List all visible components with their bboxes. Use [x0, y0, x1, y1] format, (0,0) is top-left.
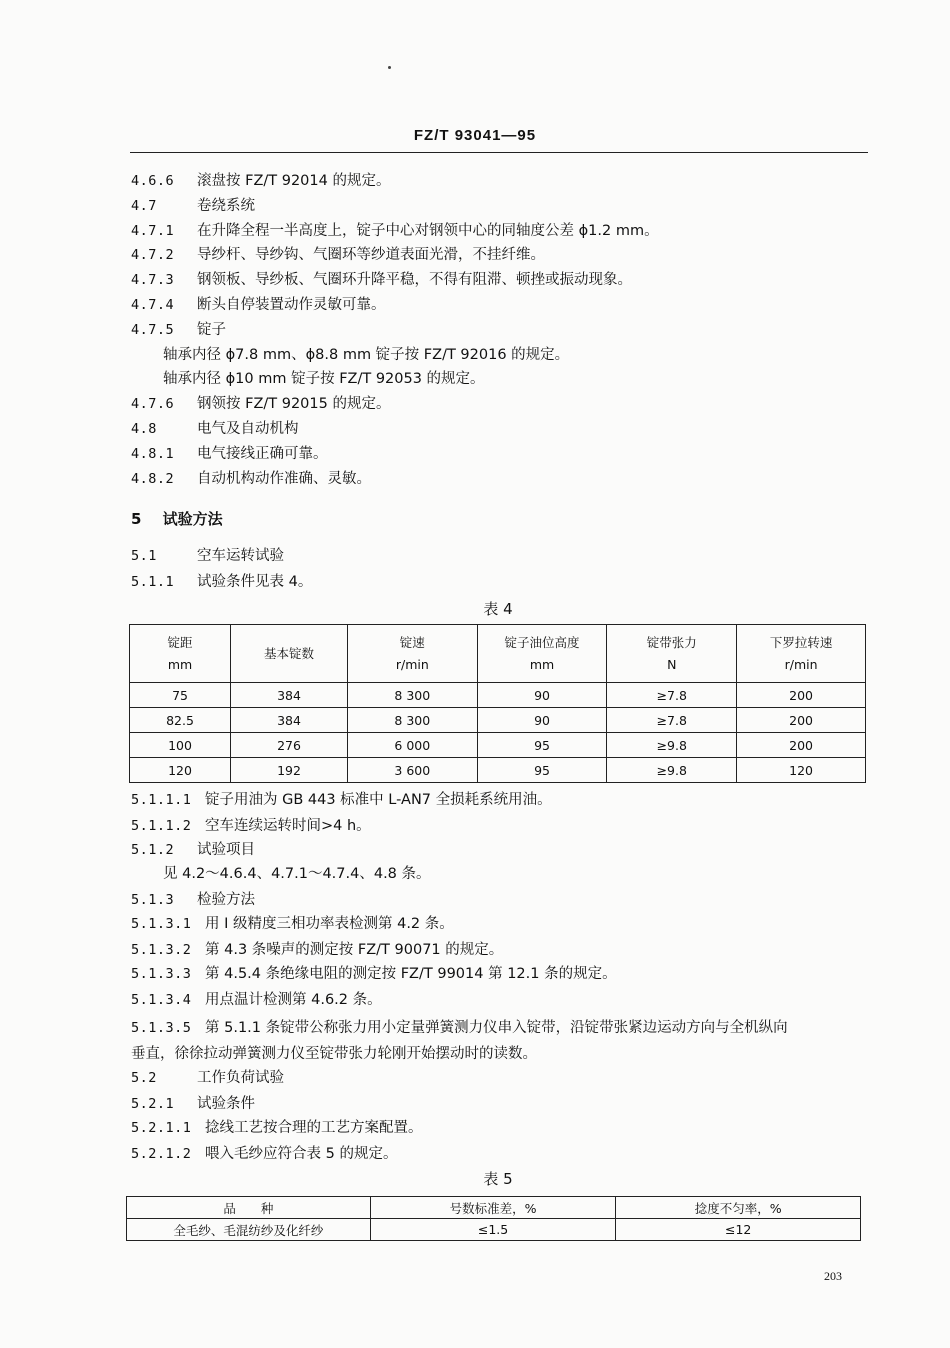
- header-label: 锭速: [399, 634, 425, 650]
- clause-line: [131, 1044, 537, 1064]
- clause-text: 钢领板、导纱板、气圈环升降平稳，不得有阻滞、顿挫或振动现象。: [197, 272, 632, 289]
- header-rule: [130, 152, 868, 153]
- clause-number: 5.2.1.2: [131, 1146, 192, 1162]
- clause-line: [163, 369, 485, 389]
- header-label: 下罗拉转速: [769, 634, 833, 650]
- table-cell: ≤12: [616, 1219, 861, 1241]
- clause-line: [131, 546, 284, 566]
- clause-number: 5.1.3: [131, 892, 175, 908]
- clause-line: [131, 1068, 284, 1088]
- clause-text: 轴承内径 ϕ10 mm 锭子按 FZ/T 92053 的规定。: [163, 371, 485, 388]
- header-label: 基本锭数: [263, 645, 314, 661]
- table-cell: ≥9.8: [607, 733, 737, 758]
- table-cell: 120: [737, 758, 866, 783]
- table-row: [127, 1219, 861, 1241]
- clause-line: [131, 1144, 397, 1164]
- clause-text: 用 I 级精度三相功率表检测第 4.2 条。: [205, 916, 454, 932]
- header-label: 锭子油位高度: [504, 634, 580, 650]
- table-cell: 90: [477, 708, 607, 733]
- clause-number: 4.7.2: [131, 247, 175, 264]
- page-number: 203: [824, 1269, 842, 1283]
- clause-number: 4.8: [131, 421, 157, 437]
- table-5: [126, 1196, 861, 1241]
- table-4-header-row: [130, 625, 866, 683]
- table-cell: ≤1.5: [370, 1219, 616, 1241]
- clause-line: [131, 1094, 255, 1114]
- clause-line: [131, 196, 255, 216]
- clause-text: 空车运转试验: [197, 548, 284, 564]
- clause-line: [131, 245, 545, 265]
- clause-line: [131, 1118, 423, 1138]
- clause-line: [131, 890, 255, 910]
- clause-text: 第 4.5.4 条绝缘电阻的测定按 FZ/T 99014 第 12.1 条的规定。: [205, 966, 617, 982]
- clause-text: 锭子用油为 GB 443 标准中 L-AN7 全损耗系统用油。: [205, 792, 552, 808]
- clause-text: 第 5.1.1 条锭带公称张力用小定量弹簧测力仪串入锭带，沿锭带张紧边运动方向与全机纵向: [205, 1020, 788, 1036]
- table-5-header-row: [127, 1197, 861, 1219]
- clause-line: [131, 419, 299, 439]
- clause-text: 卷绕系统: [197, 197, 255, 214]
- table-cell: 384: [231, 683, 348, 708]
- clause-text: 电气接线正确可靠。: [197, 445, 328, 462]
- clause-line: [131, 270, 632, 290]
- clause-number: 4.7: [131, 197, 157, 214]
- header-unit: r/min: [395, 656, 429, 672]
- table-4-header-cell: [231, 625, 348, 683]
- table-row: [130, 733, 866, 758]
- clause-number: 5.1.1.1: [131, 792, 192, 808]
- table-cell: 120: [130, 758, 231, 783]
- clause-line: [131, 990, 382, 1010]
- table-cell: 8 300: [347, 683, 477, 708]
- clause-text: 空车连续运转时间>4 h。: [205, 818, 371, 834]
- table-5-header-cell: 捻度不匀率，%: [616, 1197, 861, 1219]
- table-cell: 全毛纱、毛混纺纱及化纤纱: [127, 1219, 371, 1241]
- clause-text: 在升降全程一半高度上，锭子中心对钢领中心的同轴度公差 ϕ1.2 mm。: [197, 222, 659, 239]
- clause-line: [163, 864, 431, 884]
- clause-text: 用点温计检测第 4.6.2 条。: [205, 992, 382, 1008]
- clause-line: [131, 840, 255, 860]
- clause-text: 试验条件见表 4。: [197, 574, 313, 590]
- clause-line: [131, 469, 371, 489]
- clause-text: 试验项目: [197, 842, 255, 858]
- clause-number: 4.6.6: [131, 173, 175, 189]
- clause-line: [131, 964, 617, 984]
- clause-line: [131, 816, 371, 836]
- clause-line: [131, 444, 328, 464]
- table-4-header-cell: [477, 625, 607, 683]
- clause-number: 5.1.2: [131, 842, 175, 858]
- header-unit: mm: [529, 656, 555, 672]
- table-cell: 8 300: [347, 708, 477, 733]
- table-cell: ≥9.8: [607, 758, 737, 783]
- table-cell: 100: [130, 733, 231, 758]
- clause-text: 喂入毛纱应符合表 5 的规定。: [205, 1146, 398, 1162]
- clause-number: 5.1.3.1: [131, 916, 192, 932]
- table-4-header-cell: [130, 625, 231, 683]
- clause-line: [131, 790, 552, 810]
- table-5-header-cell: 品 种: [127, 1197, 371, 1219]
- clause-text: 工作负荷试验: [197, 1070, 284, 1086]
- header-unit: N: [667, 656, 677, 672]
- document-code: FZ/T 93041—95: [413, 127, 537, 144]
- clause-number: 5.1.1.2: [131, 818, 192, 834]
- clause-number: 4.8.1: [131, 445, 175, 462]
- clause-number: 5.1.3.4: [131, 992, 192, 1008]
- table-cell: 3 600: [347, 758, 477, 783]
- header-label: 锭带张力: [646, 634, 697, 650]
- table-5-caption: 表 5: [483, 1170, 513, 1188]
- table-cell: 95: [477, 733, 607, 758]
- table-cell: 276: [231, 733, 348, 758]
- clause-text: 钢领按 FZ/T 92015 的规定。: [197, 396, 391, 413]
- clause-number: 4.7.5: [131, 321, 175, 338]
- clause-text: 导纱杆、导纱钩、气圈环等纱道表面光滑，不挂纤维。: [197, 247, 545, 264]
- table-4-header-cell: [607, 625, 737, 683]
- table-5-header-cell: 号数标准差，%: [370, 1197, 616, 1219]
- table-4: [129, 624, 866, 783]
- clause-number: 5.1.3.3: [131, 966, 192, 982]
- table-4-header-cell: [737, 625, 866, 683]
- section-title: 试验方法: [162, 510, 223, 528]
- table-cell: ≥7.8: [607, 708, 737, 733]
- clause-text: 试验条件: [197, 1096, 255, 1112]
- clause-number: 5.1.3.2: [131, 942, 192, 958]
- clause-text: 轴承内径 ϕ7.8 mm、ϕ8.8 mm 锭子按 FZ/T 92016 的规定。: [163, 346, 570, 363]
- clause-line: [131, 914, 454, 934]
- table-4-caption: 表 4: [483, 600, 513, 618]
- clause-number: 5.2: [131, 1070, 157, 1086]
- clause-text: 电气及自动机构: [197, 421, 299, 437]
- clause-number: 4.7.4: [131, 297, 175, 313]
- table-4-header-cell: [347, 625, 477, 683]
- header-label: 锭距: [167, 634, 193, 650]
- clause-number: 5.1.1: [131, 574, 175, 590]
- table-cell: 90: [477, 683, 607, 708]
- section-number: 5: [131, 510, 142, 528]
- table-cell: 75: [130, 683, 231, 708]
- clause-line: [131, 295, 386, 315]
- table-cell: 192: [231, 758, 348, 783]
- clause-line: [131, 394, 390, 414]
- table-cell: 200: [737, 708, 866, 733]
- table-row: [130, 708, 866, 733]
- clause-line: [131, 940, 503, 960]
- table-cell: 200: [737, 683, 866, 708]
- clause-number: 4.7.3: [131, 272, 175, 289]
- clause-text: 自动机构动作准确、灵敏。: [197, 470, 371, 487]
- table-cell: 384: [231, 708, 348, 733]
- clause-line: [131, 221, 659, 241]
- clause-text: 断头自停装置动作灵敏可靠。: [197, 297, 386, 313]
- table-row: [130, 758, 866, 783]
- header-unit: r/min: [784, 656, 818, 672]
- clause-number: 5.2.1: [131, 1096, 175, 1112]
- table-cell: 6 000: [347, 733, 477, 758]
- table-cell: 200: [737, 733, 866, 758]
- clause-number: 5.1.3.5: [131, 1020, 192, 1036]
- table-cell: ≥7.8: [607, 683, 737, 708]
- table-cell: 95: [477, 758, 607, 783]
- clause-line: [163, 345, 569, 365]
- clause-number: 5.2.1.1: [131, 1120, 192, 1136]
- clause-line: [131, 572, 312, 592]
- clause-line: [131, 171, 390, 191]
- scan-speck: [388, 66, 391, 69]
- section-5-title: [131, 509, 223, 529]
- header-unit: mm: [167, 656, 193, 672]
- clause-text: 第 4.3 条噪声的测定按 FZ/T 90071 的规定。: [205, 942, 504, 958]
- clause-line: [131, 1018, 788, 1038]
- clause-text: 锭子: [197, 321, 226, 338]
- clause-text: 垂直，徐徐拉动弹簧测力仪至锭带张力轮刚开始摆动时的读数。: [131, 1046, 537, 1062]
- clause-text: 滚盘按 FZ/T 92014 的规定。: [197, 173, 391, 189]
- clause-number: 4.7.1: [131, 222, 175, 239]
- clause-line: [131, 320, 226, 340]
- table-cell: 82.5: [130, 708, 231, 733]
- table-row: [130, 683, 866, 708]
- clause-number: 4.7.6: [131, 396, 175, 413]
- clause-number: 4.8.2: [131, 470, 175, 487]
- clause-number: 5.1: [131, 548, 157, 564]
- clause-text: 捻线工艺按合理的工艺方案配置。: [205, 1120, 423, 1136]
- clause-text: 检验方法: [197, 892, 255, 908]
- clause-text: 见 4.2～4.6.4、4.7.1～4.7.4、4.8 条。: [163, 866, 431, 882]
